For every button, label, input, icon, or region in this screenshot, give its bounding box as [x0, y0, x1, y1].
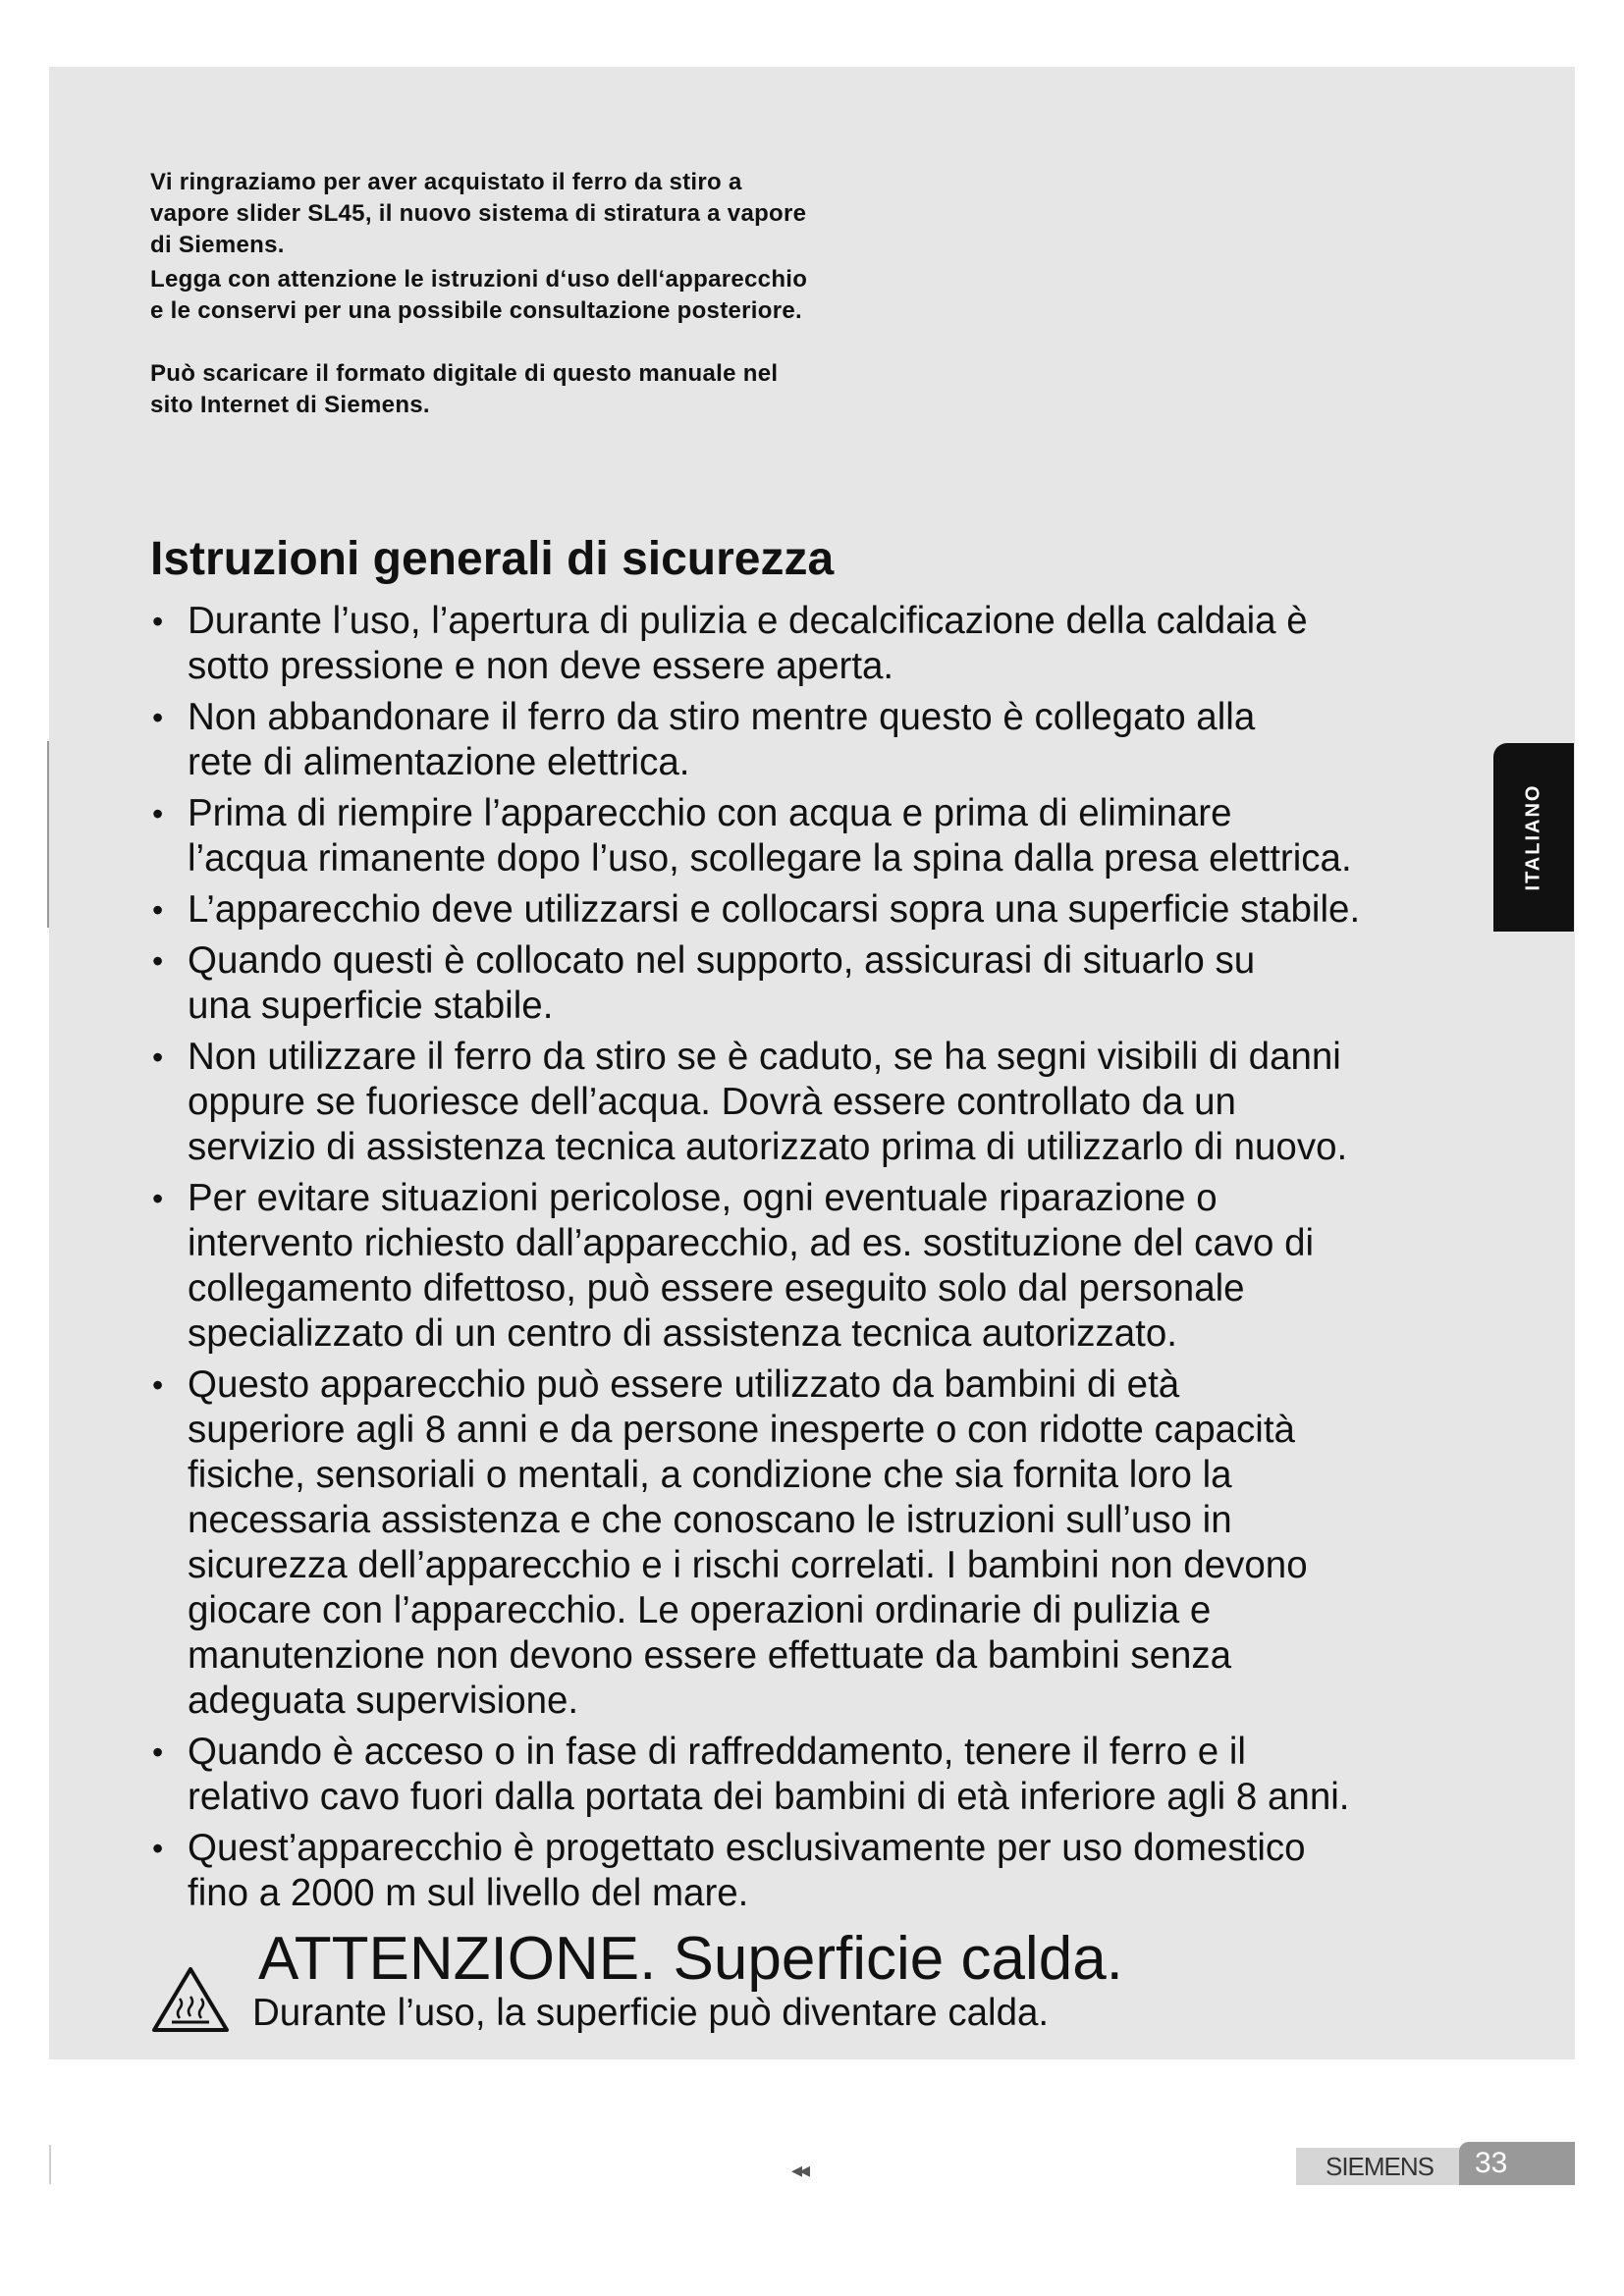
intro-paragraph: Può scaricare il formato digitale di questo manuale nel sito Internet di Siemens.: [150, 360, 779, 418]
warning-text: Durante l’uso, la superficie può diventare calda.: [252, 1992, 1050, 2034]
intro-paragraph: Vi ringraziamo per aver acquistato il ferro da stiro a vapore slider SL45, il nuovo sistema di stiratura a vapore di Siemens.: [150, 169, 807, 258]
section-title: Istruzioni generali di sicurezza: [150, 533, 835, 585]
list-item: • Prima di riempire l’apparecchio con acqua e prima di eliminare l’acqua rimanente dopo l’uso, scollegare la spina dalla presa elettrica.: [150, 791, 1505, 881]
warning-title: ATTENZIONE. Superficie calda.: [258, 1925, 1123, 1993]
page-number: 33: [1459, 2142, 1575, 2185]
list-item: • Non abbandonare il ferro da stiro mentre questo è collegato alla rete di alimentazione elettrica.: [150, 695, 1505, 785]
list-item: • Per evitare situazioni pericolose, ogni eventuale riparazione o intervento richiesto dall’apparecchio, ad es. sostituzione del cavo di collegamento difettoso, può essere eseguito solo dal personale specializzato di un centro di assistenza tecnica autorizzato.: [150, 1176, 1505, 1357]
list-item: • Durante l’uso, l’apertura di pulizia e decalcificazione della caldaia è sotto pressione e non deve essere aperta.: [150, 599, 1505, 689]
list-item: • L’apparecchio deve utilizzarsi e collocarsi sopra una superficie stabile.: [150, 887, 1505, 933]
footer-rule: [49, 2145, 51, 2184]
list-item: • Questo apparecchio può essere utilizzato da bambini di età superiore agli 8 anni e da persone inesperte o con ridotte capacità fisiche, sensoriali o mentali, a condizione che sia fornita loro la necessaria assistenza e che conoscano le istruzioni sull’uso in sicurezza dell’apparecchio e i rischi correlati. I bambini non devono giocare con l’apparecchio. Le operazioni ordinarie di pulizia e manutenzione non devono essere effettuate da bambini senza adeguata supervisione.: [150, 1362, 1505, 1724]
intro-paragraph: Legga con attenzione le istruzioni d‘uso dell‘apparecchio e le conservi per una possibile consultazione posteriore.: [150, 266, 808, 324]
hot-surface-warning-icon: [150, 1965, 231, 2034]
language-tab-label: ITALIANO: [1522, 783, 1544, 891]
language-tab: [1493, 743, 1574, 932]
intro-text: [150, 167, 818, 421]
list-item: • Non utilizzare il ferro da stiro se è caduto, se ha segni visibili di danni oppure se fuoriesce dell’acqua. Dovrà essere controllato da un servizio di assistenza tecnica autorizzato prima di utilizzarlo di nuovo.: [150, 1035, 1505, 1170]
brand-label: SIEMENS: [1296, 2148, 1463, 2185]
safety-list: [150, 599, 1505, 1922]
list-item: • Quando è acceso o in fase di raffreddamento, tenere il ferro e il relativo cavo fuori dalla portata dei bambini di età inferiore agli 8 anni.: [150, 1730, 1505, 1820]
hot-surface-warning: [150, 1924, 1279, 2042]
margin-rule: [47, 741, 49, 928]
back-arrows-icon[interactable]: ◂◂: [791, 2158, 808, 2182]
list-item: • Quando questi è collocato nel supporto, assicurasi di situarlo su una superficie stabile.: [150, 938, 1505, 1029]
list-item: • Quest’apparecchio è progettato esclusivamente per uso domestico fino a 2000 m sul livello del mare.: [150, 1826, 1505, 1916]
